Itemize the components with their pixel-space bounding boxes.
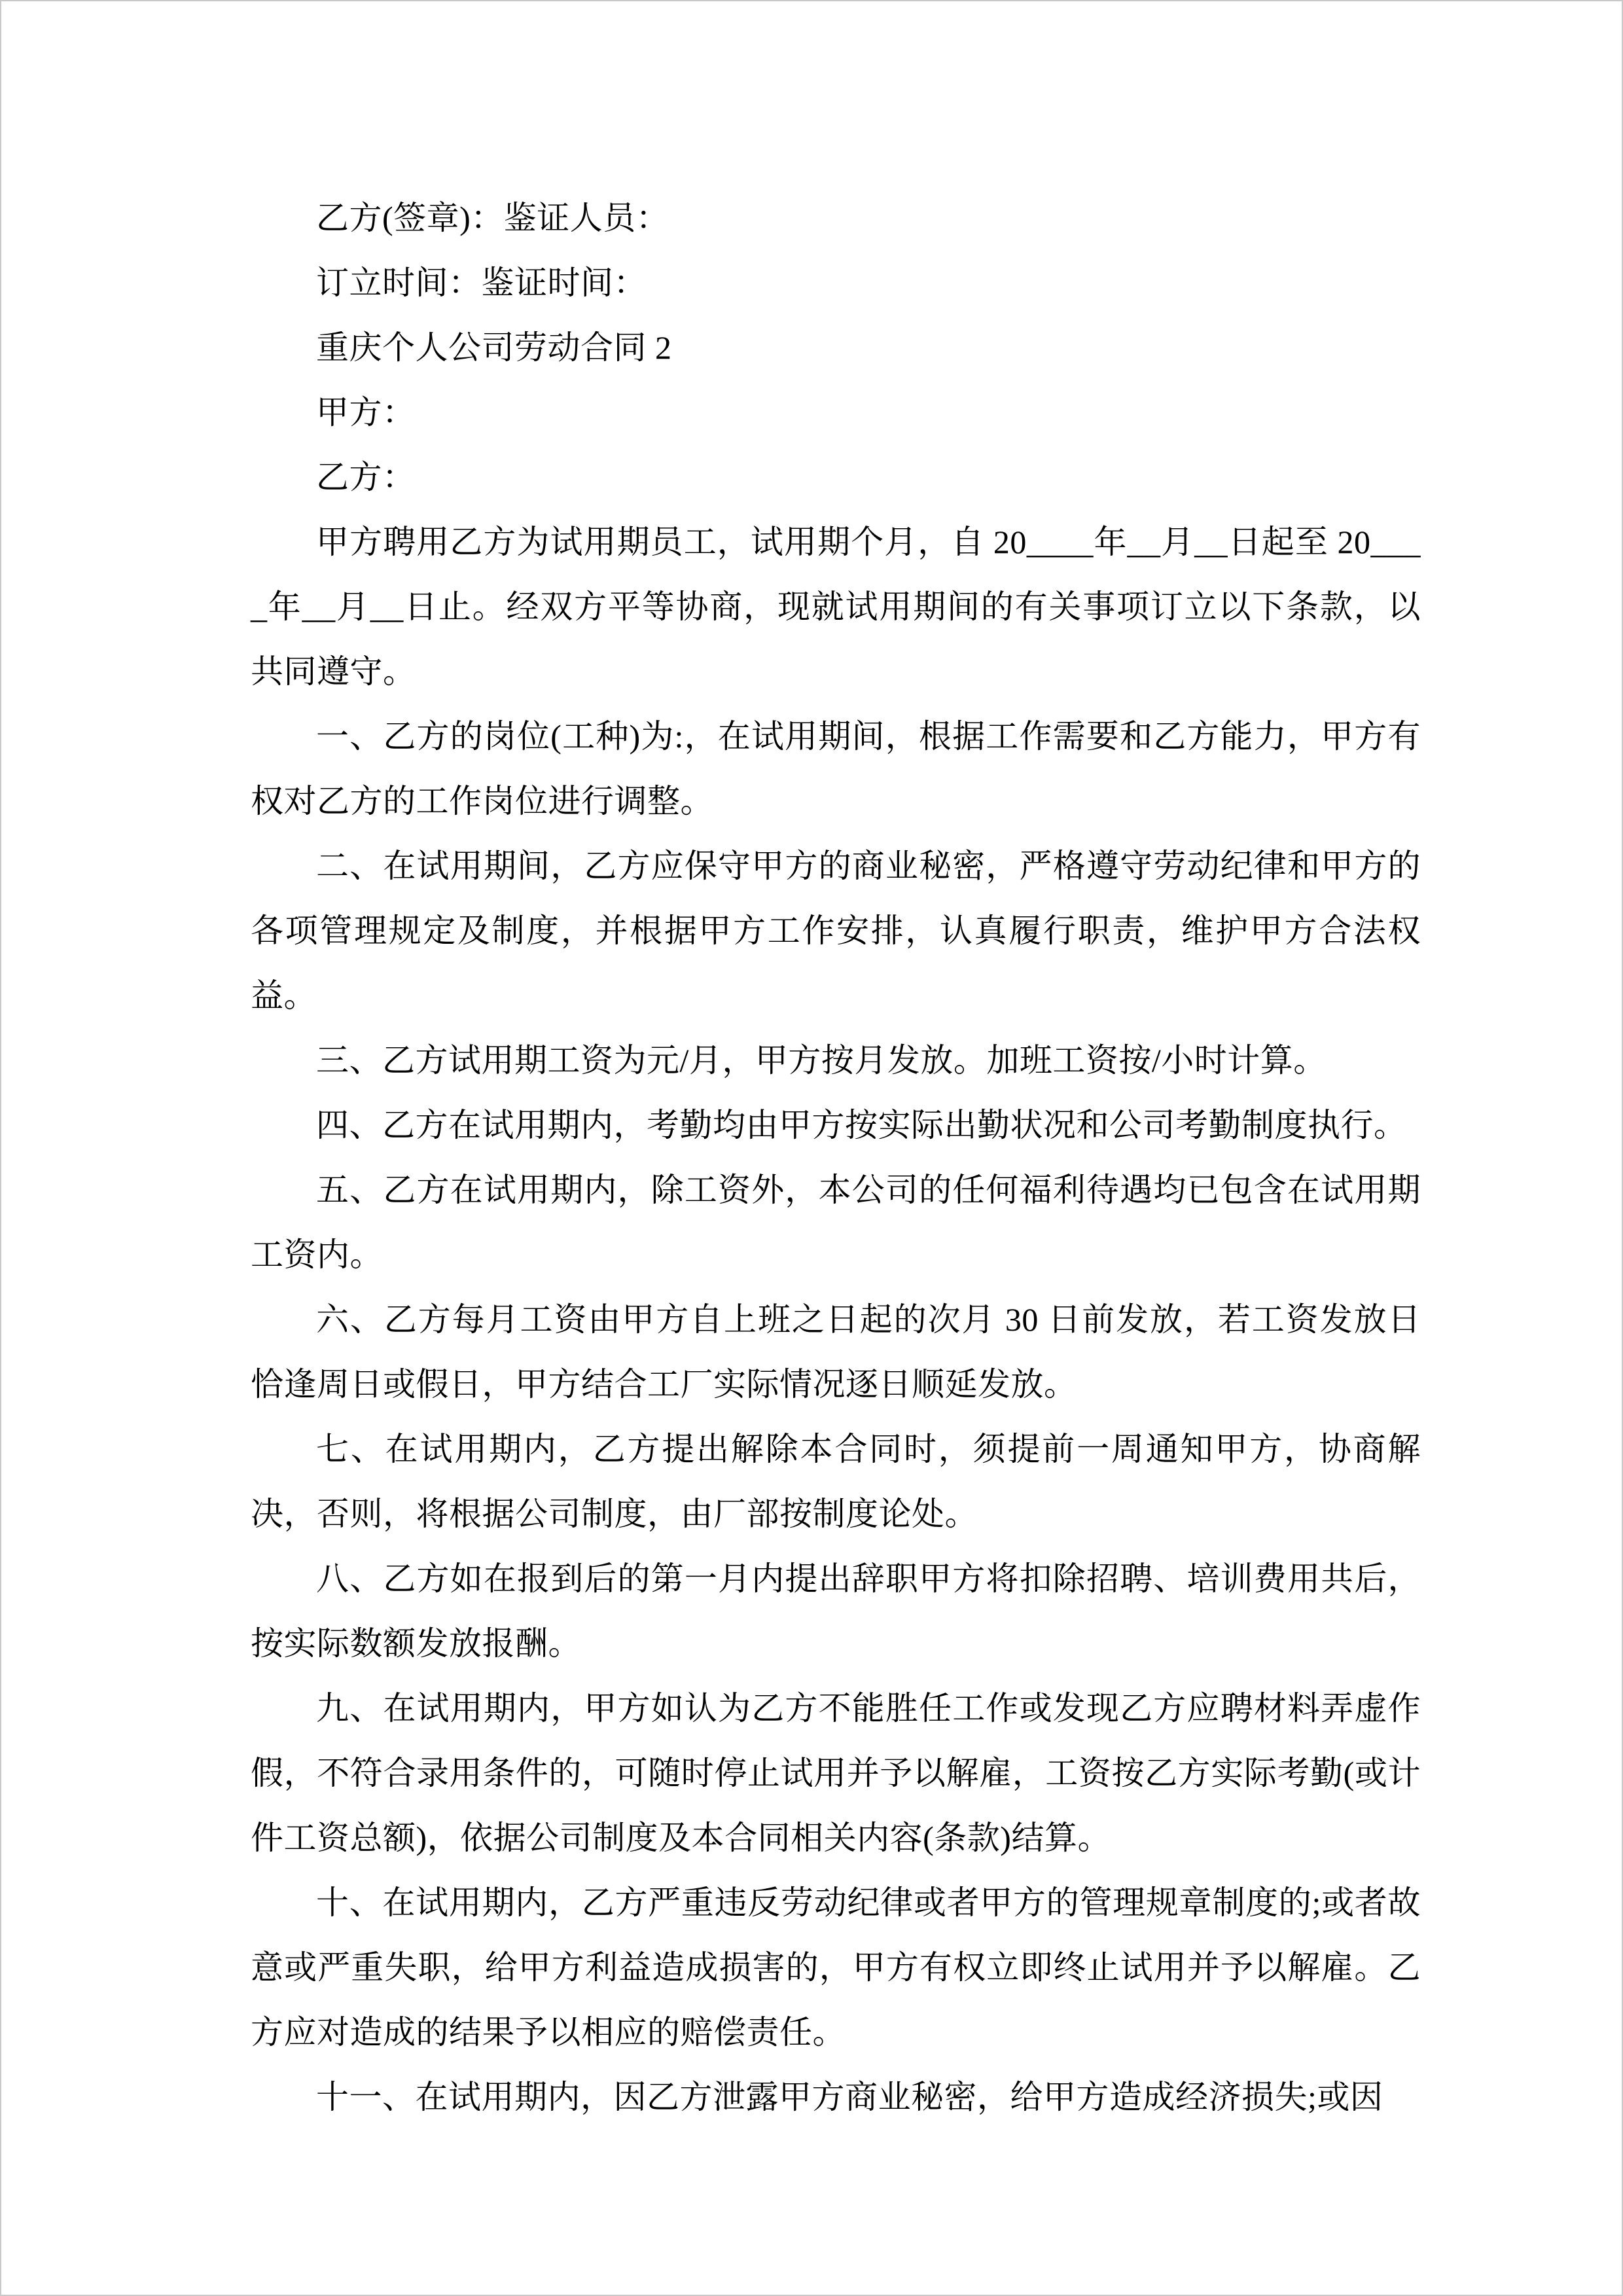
paragraph-clause-4: 四、乙方在试用期内，考勤均由甲方按实际出勤状况和公司考勤制度执行。 <box>316 1107 1407 1143</box>
paragraph-clause-10: 十、在试用期内，乙方严重违反劳动纪律或者甲方的管理规章制度的;或者故意或严重失职，给甲方利益造成损害的，甲方有权立即终止试用并予以解雇。乙方应对造成的结果予以相应的赔偿责任。 <box>251 1884 1421 2051</box>
paragraph-clause-2: 二、在试用期间，乙方应保守甲方的商业秘密，严格遵守劳动纪律和甲方的各项管理规定及制度，并根据甲方工作安排，认真履行职责，维护甲方合法权益。 <box>251 848 1421 1014</box>
paragraph-clause-9: 九、在试用期内，甲方如认为乙方不能胜任工作或发现乙方应聘材料弄虚作假，不符合录用条件的，可随时停止试用并予以解雇，工资按乙方实际考勤(或计件工资总额)，依据公司制度及本合同相关内容(条款)结算。 <box>251 1690 1421 1856</box>
paragraph-clause-8: 八、乙方如在报到后的第一月内提出辞职甲方将扣除招聘、培训费用共后，按实际数额发放报酬。 <box>251 1560 1421 1662</box>
paragraph-signing-time: 订立时间：鉴证时间： <box>316 264 647 301</box>
paragraph-clause-6: 六、乙方每月工资由甲方自上班之日起的次月 30 日前发放，若工资发放日恰逢周日或假日，甲方结合工厂实际情况逐日顺延发放。 <box>251 1301 1421 1403</box>
paragraph-party-b-signature: 乙方(签章)：鉴证人员： <box>316 200 669 236</box>
paragraph-party-a: 甲方： <box>316 394 416 431</box>
paragraph-party-b: 乙方： <box>316 459 416 495</box>
paragraph-clause-11: 十一、在试用期内，因乙方泄露甲方商业秘密，给甲方造成经济损失;或因 <box>316 2079 1383 2115</box>
paragraph-clause-7: 七、在试用期内，乙方提出解除本合同时，须提前一周通知甲方，协商解决，否则，将根据公司制度，由厂部按制度论处。 <box>251 1431 1421 1532</box>
paragraph-clause-5: 五、乙方在试用期内，除工资外，本公司的任何福利待遇均已包含在试用期工资内。 <box>251 1172 1421 1273</box>
paragraph-clause-3: 三、乙方试用期工资为元/月，甲方按月发放。加班工资按/小时计算。 <box>316 1042 1327 1079</box>
document-title: 重庆个人公司劳动合同 2 <box>316 329 672 366</box>
document-content <box>251 186 1421 2130</box>
paragraph-preamble: 甲方聘用乙方为试用期员工，试用期个月，自 20____年__月__日起至 20____年__月__日止。经双方平等协商，现就试用期间的有关事项订立以下条款，以共同遵守。 <box>251 524 1421 690</box>
paragraph-clause-1: 一、乙方的岗位(工种)为:，在试用期间，根据工作需要和乙方能力，甲方有权对乙方的工作岗位进行调整。 <box>251 718 1421 819</box>
